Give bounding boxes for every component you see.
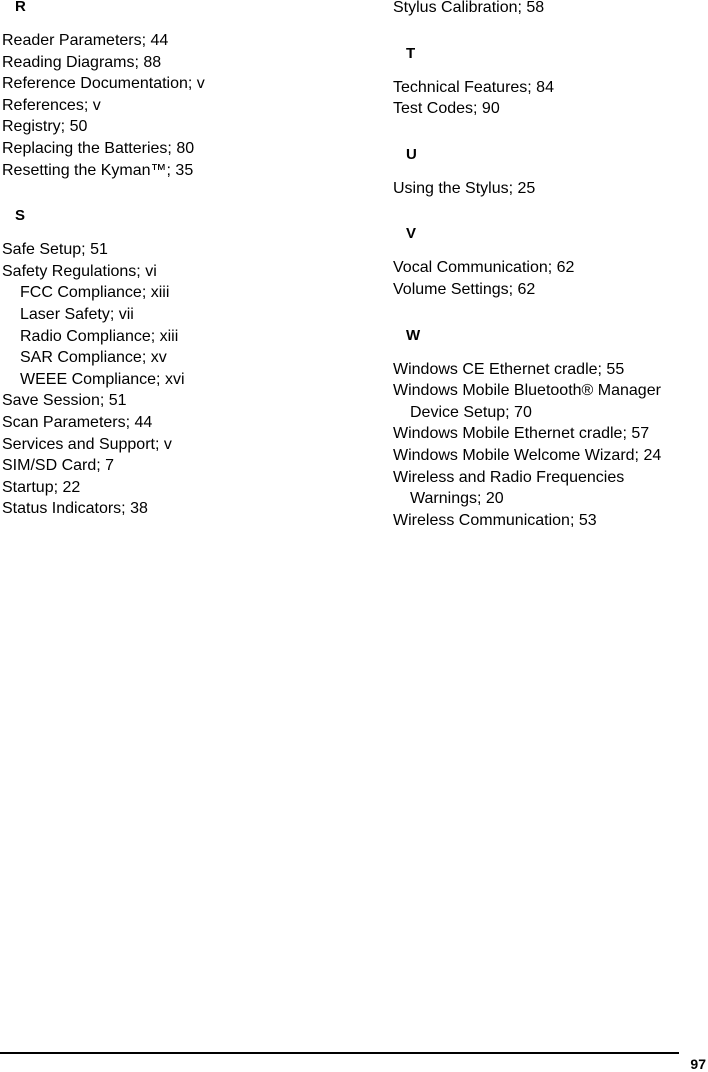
- footer-rule: [0, 1052, 679, 1054]
- index-letter-t: T: [406, 44, 416, 62]
- index-entry: Vocal Communication; 62: [393, 259, 575, 277]
- index-entry: Services and Support; v: [2, 435, 172, 453]
- index-entry: Using the Stylus; 25: [393, 179, 536, 197]
- index-entry: Reference Documentation; v: [2, 75, 205, 93]
- index-entry: Wireless Communication; 53: [393, 511, 597, 529]
- index-entry: Test Codes; 90: [393, 100, 500, 118]
- index-letter-v: V: [406, 225, 417, 243]
- index-entry: Windows Mobile Ethernet cradle; 57: [393, 425, 650, 443]
- index-subentry: WEEE Compliance; xvi: [20, 370, 185, 388]
- index-entry-continuation: Warnings; 20: [410, 490, 504, 508]
- index-entry: Volume Settings; 62: [393, 280, 536, 298]
- index-entry: Replacing the Batteries; 80: [2, 139, 195, 157]
- index-entry: Reader Parameters; 44: [2, 32, 169, 49]
- index-entry: Scan Parameters; 44: [2, 413, 153, 431]
- index-entry: Safe Setup; 51: [2, 241, 108, 259]
- index-entry: Safety Regulations; vi: [2, 262, 157, 280]
- index-subentry: Radio Compliance; xiii: [20, 327, 179, 345]
- index-subentry: SAR Compliance; xv: [20, 349, 167, 367]
- index-entry: Registry; 50: [2, 118, 88, 136]
- index-subentry: Laser Safety; vii: [20, 305, 134, 323]
- index-letter-s: S: [15, 207, 26, 225]
- index-entry: Save Session; 51: [2, 392, 127, 410]
- index-entry: Windows Mobile Bluetooth® Manager: [393, 382, 661, 400]
- index-entry: Startup; 22: [2, 478, 81, 496]
- index-entry: Reading Diagrams; 88: [2, 53, 162, 71]
- index-entry: Stylus Calibration; 58: [393, 0, 545, 16]
- index-subentry: FCC Compliance; xiii: [20, 284, 170, 302]
- page-number: 97: [690, 1056, 706, 1072]
- index-left-column: [2, 0, 362, 520]
- index-entry: Technical Features; 84: [393, 78, 554, 96]
- index-letter-u: U: [406, 145, 417, 163]
- index-entry: References; v: [2, 96, 101, 114]
- index-entry: Resetting the Kyman™; 35: [2, 161, 194, 179]
- index-entry: SIM/SD Card; 7: [2, 457, 115, 475]
- index-right-column: [393, 0, 706, 531]
- index-entry: Windows CE Ethernet cradle; 55: [393, 360, 625, 378]
- index-entry-continuation: Device Setup; 70: [410, 403, 532, 421]
- index-letter-r: R: [15, 0, 26, 15]
- index-entry: Wireless and Radio Frequencies: [393, 468, 625, 486]
- index-entry: Windows Mobile Welcome Wizard; 24: [393, 446, 662, 464]
- index-entry: Status Indicators; 38: [2, 500, 148, 518]
- index-letter-w: W: [406, 326, 421, 344]
